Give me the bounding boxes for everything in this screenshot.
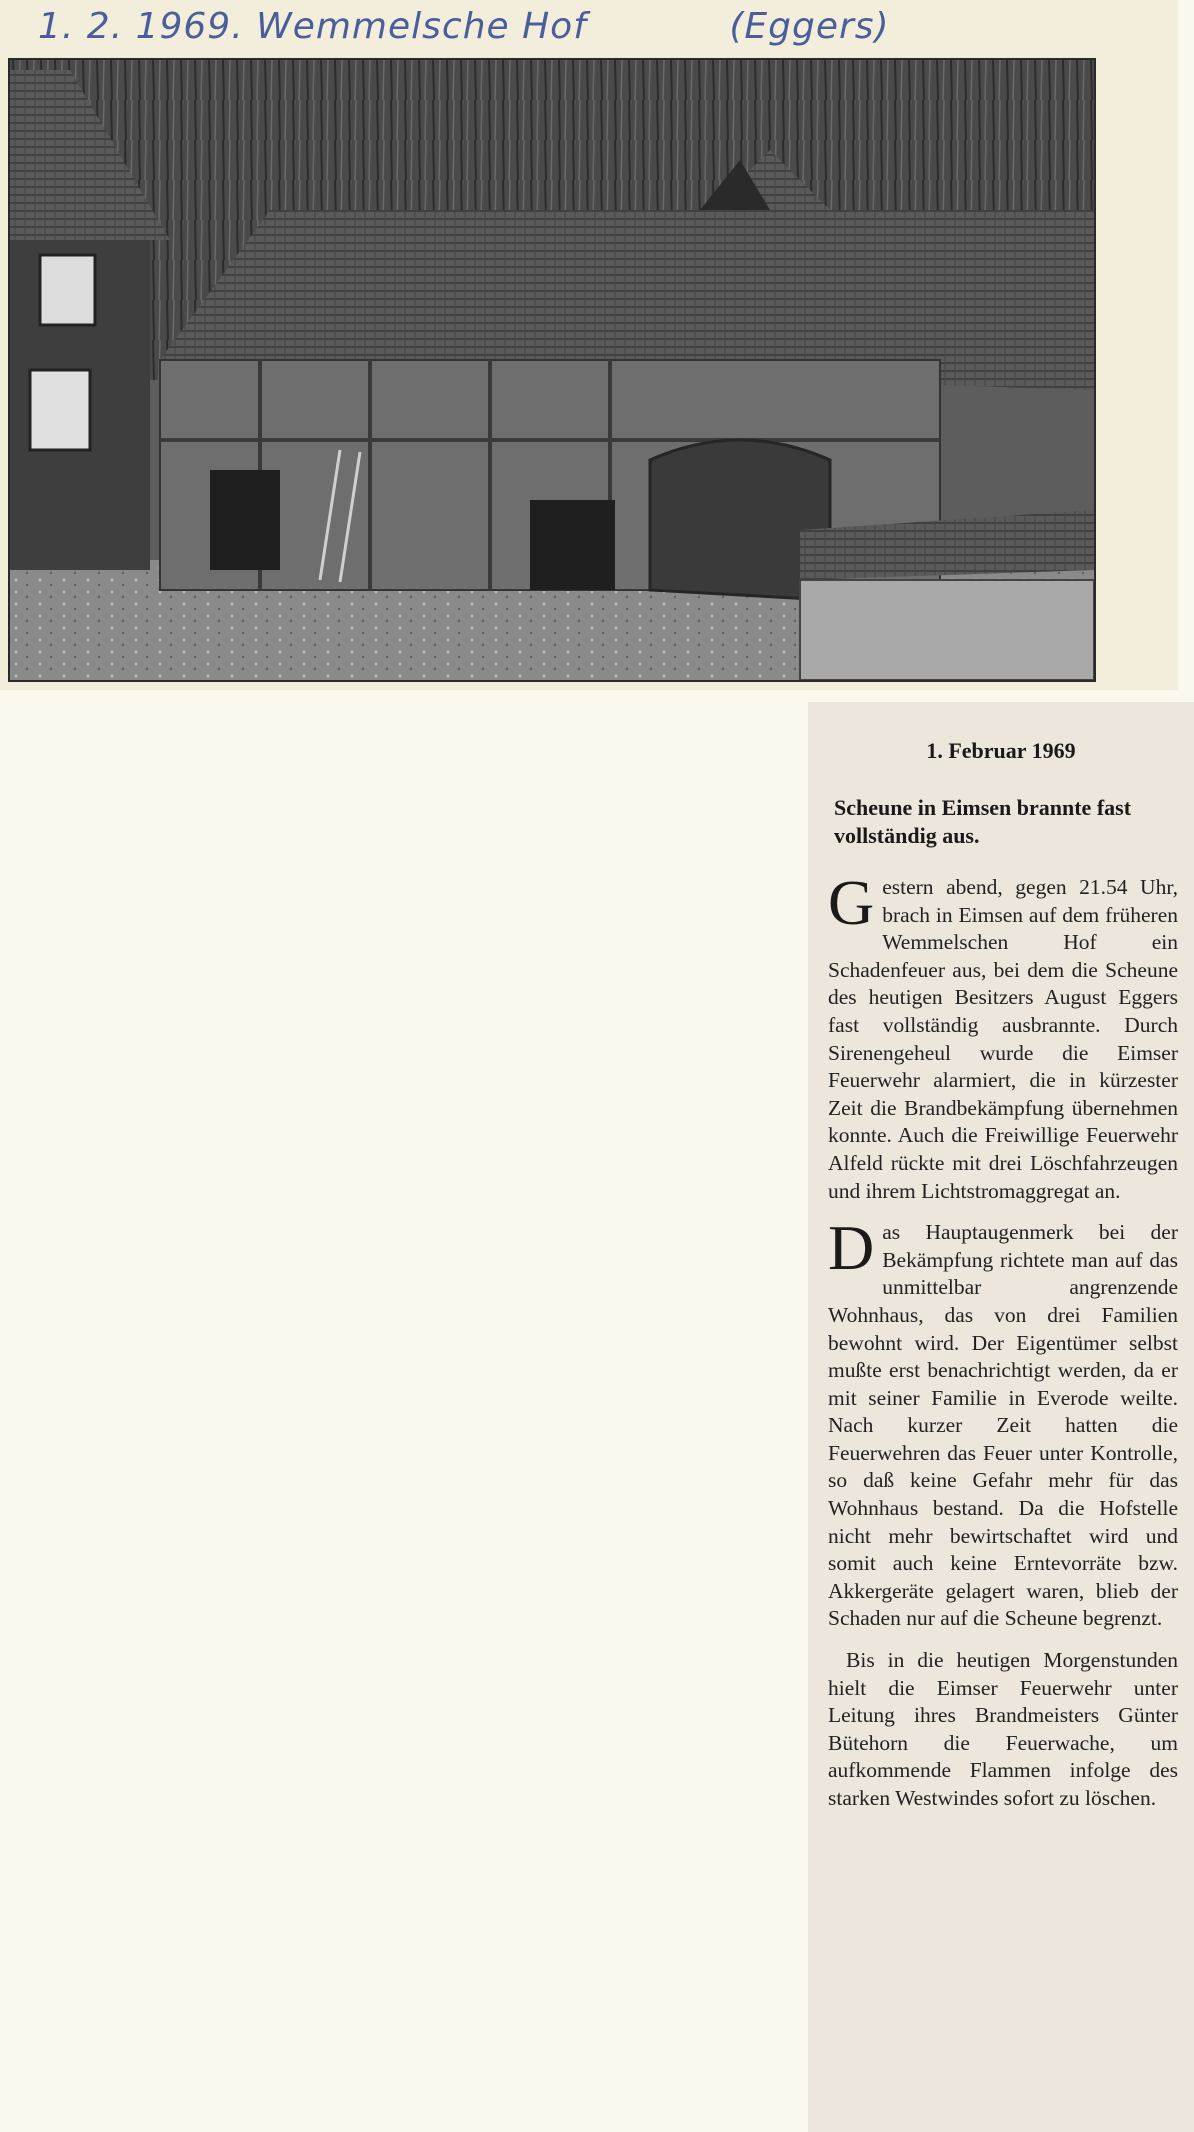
handwritten-note: (Eggers): [729, 6, 890, 47]
article-headline: Scheune in Eimsen brannte fast vollständig aus.: [834, 795, 1132, 848]
paragraph-3: Bis in die heutigen Morgenstunden hielt die Eimser Feuerwehr unter Leitung ihres Brandmeisters Günter Bütehorn die Feuerwache, um aufkommende Flammen infolge des starken Westwindes sofort zu löschen.: [828, 1648, 1178, 1810]
paragraph-2: [828, 1212, 1178, 1633]
newspaper-article: [808, 702, 1194, 2132]
barn-photo: [8, 58, 1096, 682]
drop-cap-2: D: [828, 1212, 875, 1284]
paragraph-1-text: estern abend, gegen 21.54 Uhr, brach in Eimsen auf dem früheren Wemmelschen Hof ein Schadenfeuer aus, bei dem die Scheune des heutigen Besitzers August Eggers fast vollständig ausbrannte. Durch Sirenengeheul wurde die Eimser Feuerwehr alarmiert, die in kürzester Zeit die Brandbekämpfung übernehmen konnte. Auch die Freiwillige Feuerwehr Alfeld rückte mit drei Löschfahrzeugen und ihrem Lichtstromaggregat an.: [828, 875, 1178, 1203]
handwritten-date: 1. 2. 1969.: [38, 6, 244, 47]
paragraph-2-text: as Hauptaugenmerk bei der Bekämpfung richtete man auf das unmittelbar angrenzende Wohnhaus, das von drei Familien bewohnt wird. Der Eigentümer selbst mußte erst benachrichtigt werden, da er mit seiner Familie in Everode weilte. Nach kurzer Zeit hatten die Feuerwehren das Feuer unter Kontrolle, so daß keine Gefahr mehr für das Wohnhaus bestand. Da die Hofstelle nicht mehr bewirtschaftet wird und somit auch keine Erntevorräte bzw. Akkergeräte gelagert waren, blieb der Schaden nur auf die Scheune begrenzt.: [828, 1220, 1178, 1631]
drop-cap-1: G: [828, 867, 875, 938]
handwritten-place: Wemmelsche Hof: [256, 6, 587, 47]
barn-photo-drawing: [10, 60, 1094, 680]
handwritten-caption: [38, 6, 890, 47]
article-date: 1. Februar 1969: [926, 738, 1076, 763]
photo-clipping: [0, 0, 1178, 690]
article-body: [828, 867, 1178, 1827]
paragraph-1: [828, 867, 1178, 1205]
